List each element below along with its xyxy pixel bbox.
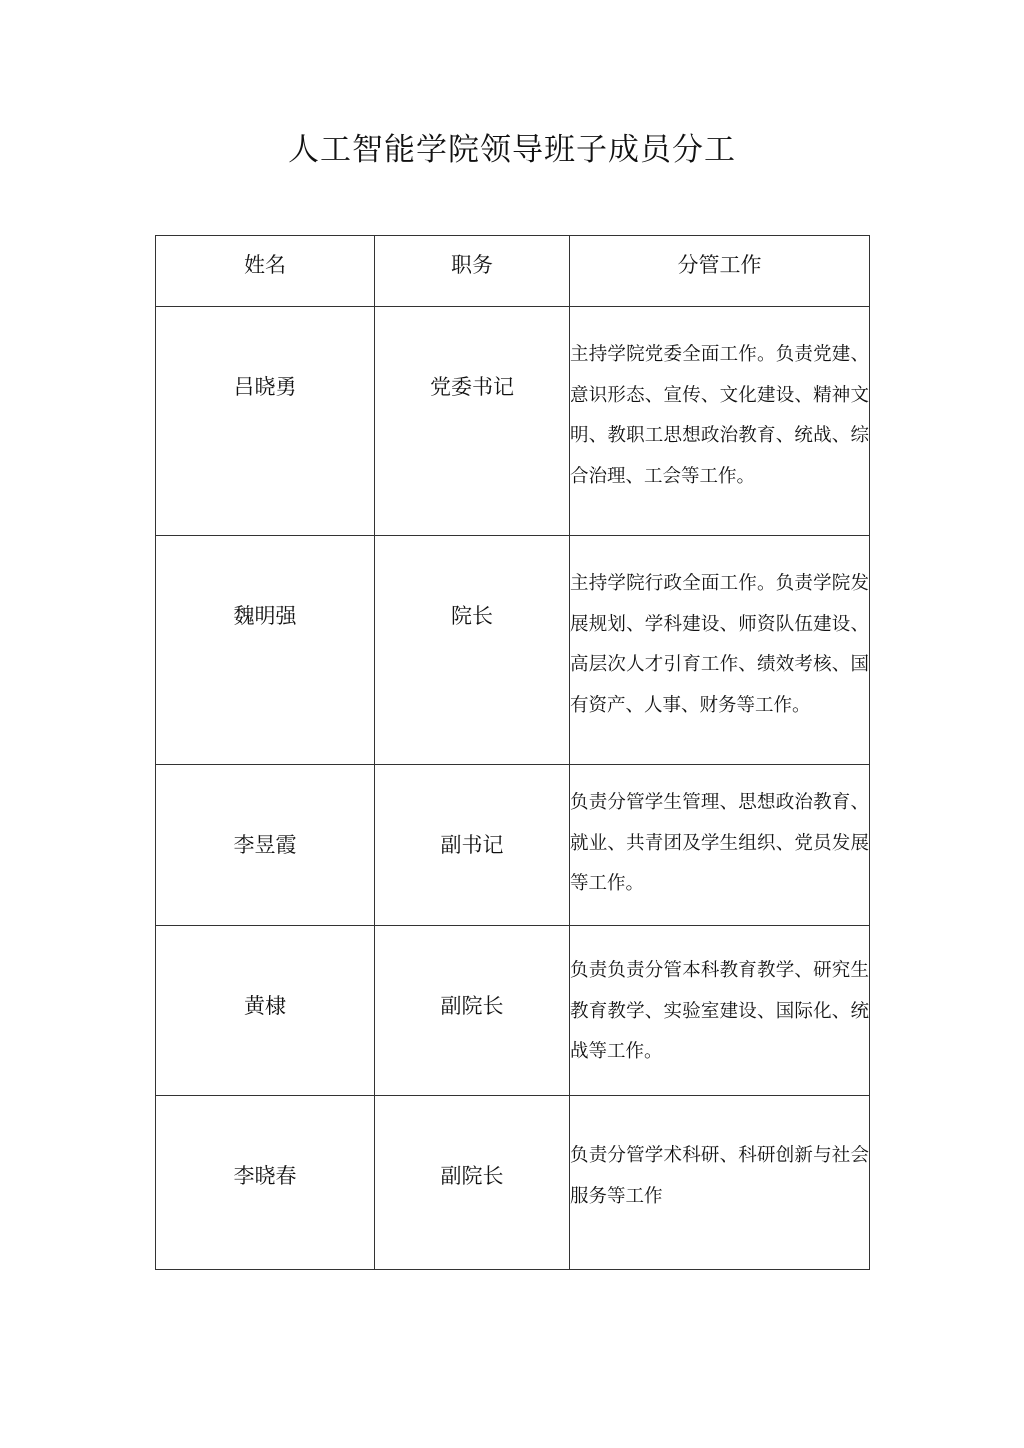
member-name: 李晓春 xyxy=(156,1096,375,1270)
duties-text: 负责分管学术科研、科研创新与社会服务等工作 xyxy=(570,1145,869,1207)
member-position: 副院长 xyxy=(375,1096,570,1270)
member-name: 黄棣 xyxy=(156,926,375,1096)
header-duties: 分管工作 xyxy=(570,236,870,307)
duties-text: 负责负责分管本科教育教学、研究生教育教学、实验室建设、国际化、统战等工作。 xyxy=(570,960,869,1062)
table-row xyxy=(156,536,870,765)
member-position: 副院长 xyxy=(375,926,570,1096)
member-duties xyxy=(570,926,870,1096)
table-header-row xyxy=(156,236,870,307)
member-name: 吕晓勇 xyxy=(156,307,375,536)
member-position: 院长 xyxy=(375,536,570,765)
member-name: 李昱霞 xyxy=(156,765,375,926)
duties-text: 负责分管学生管理、思想政治教育、就业、共青团及学生组织、党员发展等工作。 xyxy=(570,792,869,894)
header-name: 姓名 xyxy=(156,236,375,307)
table-row xyxy=(156,307,870,536)
table-row xyxy=(156,765,870,926)
member-position: 党委书记 xyxy=(375,307,570,536)
member-duties xyxy=(570,307,870,536)
page-title: 人工智能学院领导班子成员分工 xyxy=(288,132,736,168)
member-duties xyxy=(570,1096,870,1270)
duties-text: 主持学院党委全面工作。负责党建、意识形态、宣传、文化建设、精神文明、教职工思想政治教育、统战、综合治理、工会等工作。 xyxy=(570,344,869,487)
member-duties xyxy=(570,536,870,765)
member-duties xyxy=(570,765,870,926)
member-name: 魏明强 xyxy=(156,536,375,765)
leadership-table xyxy=(155,235,870,1270)
table-row xyxy=(156,926,870,1096)
header-position: 职务 xyxy=(375,236,570,307)
duties-text: 主持学院行政全面工作。负责学院发展规划、学科建设、师资队伍建设、高层次人才引育工作、绩效考核、国有资产、人事、财务等工作。 xyxy=(570,573,869,716)
member-position: 副书记 xyxy=(375,765,570,926)
table-row xyxy=(156,1096,870,1270)
